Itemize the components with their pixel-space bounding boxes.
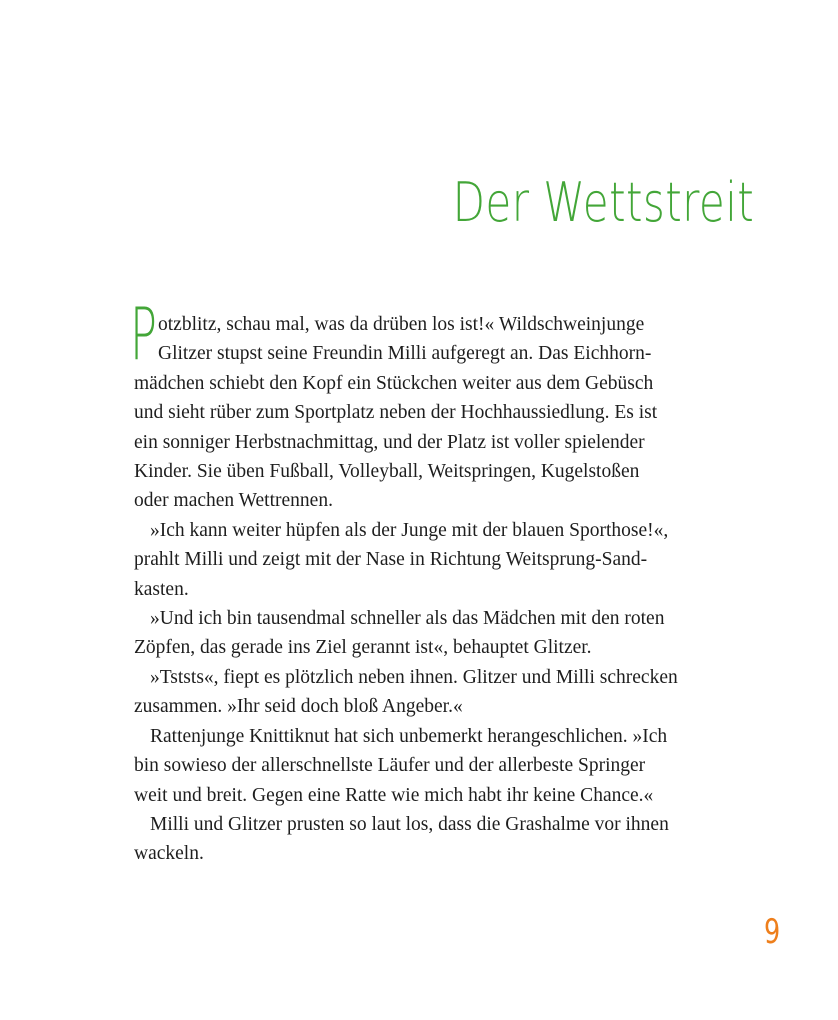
text-line: oder machen Wettrennen. — [134, 490, 333, 512]
chapter-title: Der Wettstreit — [452, 171, 755, 235]
text-line: zusammen. »Ihr seid doch bloß Angeber.« — [134, 696, 463, 718]
text-line: »Ich kann weiter hüpfen als der Junge mit der blauen Sporthose!«, — [150, 519, 669, 541]
text-line: »Tststs«, fiept es plötzlich neben ihnen. Glitzer und Milli schrecken — [150, 666, 678, 688]
chapter-body — [130, 292, 720, 869]
text-line: prahlt Milli und zeigt mit der Nase in Richtung Weitsprung-Sand- — [134, 549, 648, 571]
text-line: Zöpfen, das gerade ins Ziel gerannt ist«, behauptet Glitzer. — [134, 637, 592, 659]
paragraph-2 — [134, 516, 720, 604]
paragraph-5 — [134, 722, 720, 810]
text-line: Milli und Glitzer prusten so laut los, dass die Grashalme vor ihnen — [150, 813, 669, 835]
paragraph-4 — [134, 663, 720, 722]
paragraph-3 — [134, 604, 720, 663]
drop-cap: P — [130, 292, 157, 376]
text-line: ein sonniger Herbstnachmittag, und der Platz ist voller spielender — [134, 431, 645, 453]
text-line: Kinder. Sie üben Fußball, Volleyball, Weitspringen, Kugelstoßen — [134, 461, 640, 483]
paragraph-6 — [134, 810, 720, 869]
text-line: mädchen schiebt den Kopf ein Stückchen weiter aus dem Gebüsch — [134, 372, 654, 394]
text-line: otzblitz, schau mal, was da drüben los ist!« Wildschweinjunge — [158, 314, 645, 335]
text-line: Glitzer stupst seine Freundin Milli aufgeregt an. Das Eichhorn- — [158, 343, 652, 365]
page-number: 9 — [764, 912, 781, 952]
text-line: kasten. — [134, 578, 189, 600]
text-line: wackeln. — [134, 843, 204, 865]
text-line: »Und ich bin tausendmal schneller als das Mädchen mit den roten — [150, 608, 665, 630]
text-line: bin sowieso der allerschnellste Läufer und der allerbeste Springer — [134, 755, 646, 777]
text-line: und sieht rüber zum Sportplatz neben der Hochhaussiedlung. Es ist — [134, 402, 658, 424]
text-line: weit und breit. Gegen eine Ratte wie mich habt ihr keine Chance.« — [134, 784, 654, 806]
paragraph-1 — [134, 310, 720, 516]
text-line: Rattenjunge Knittiknut hat sich unbemerkt herangeschlichen. »Ich — [150, 725, 668, 747]
